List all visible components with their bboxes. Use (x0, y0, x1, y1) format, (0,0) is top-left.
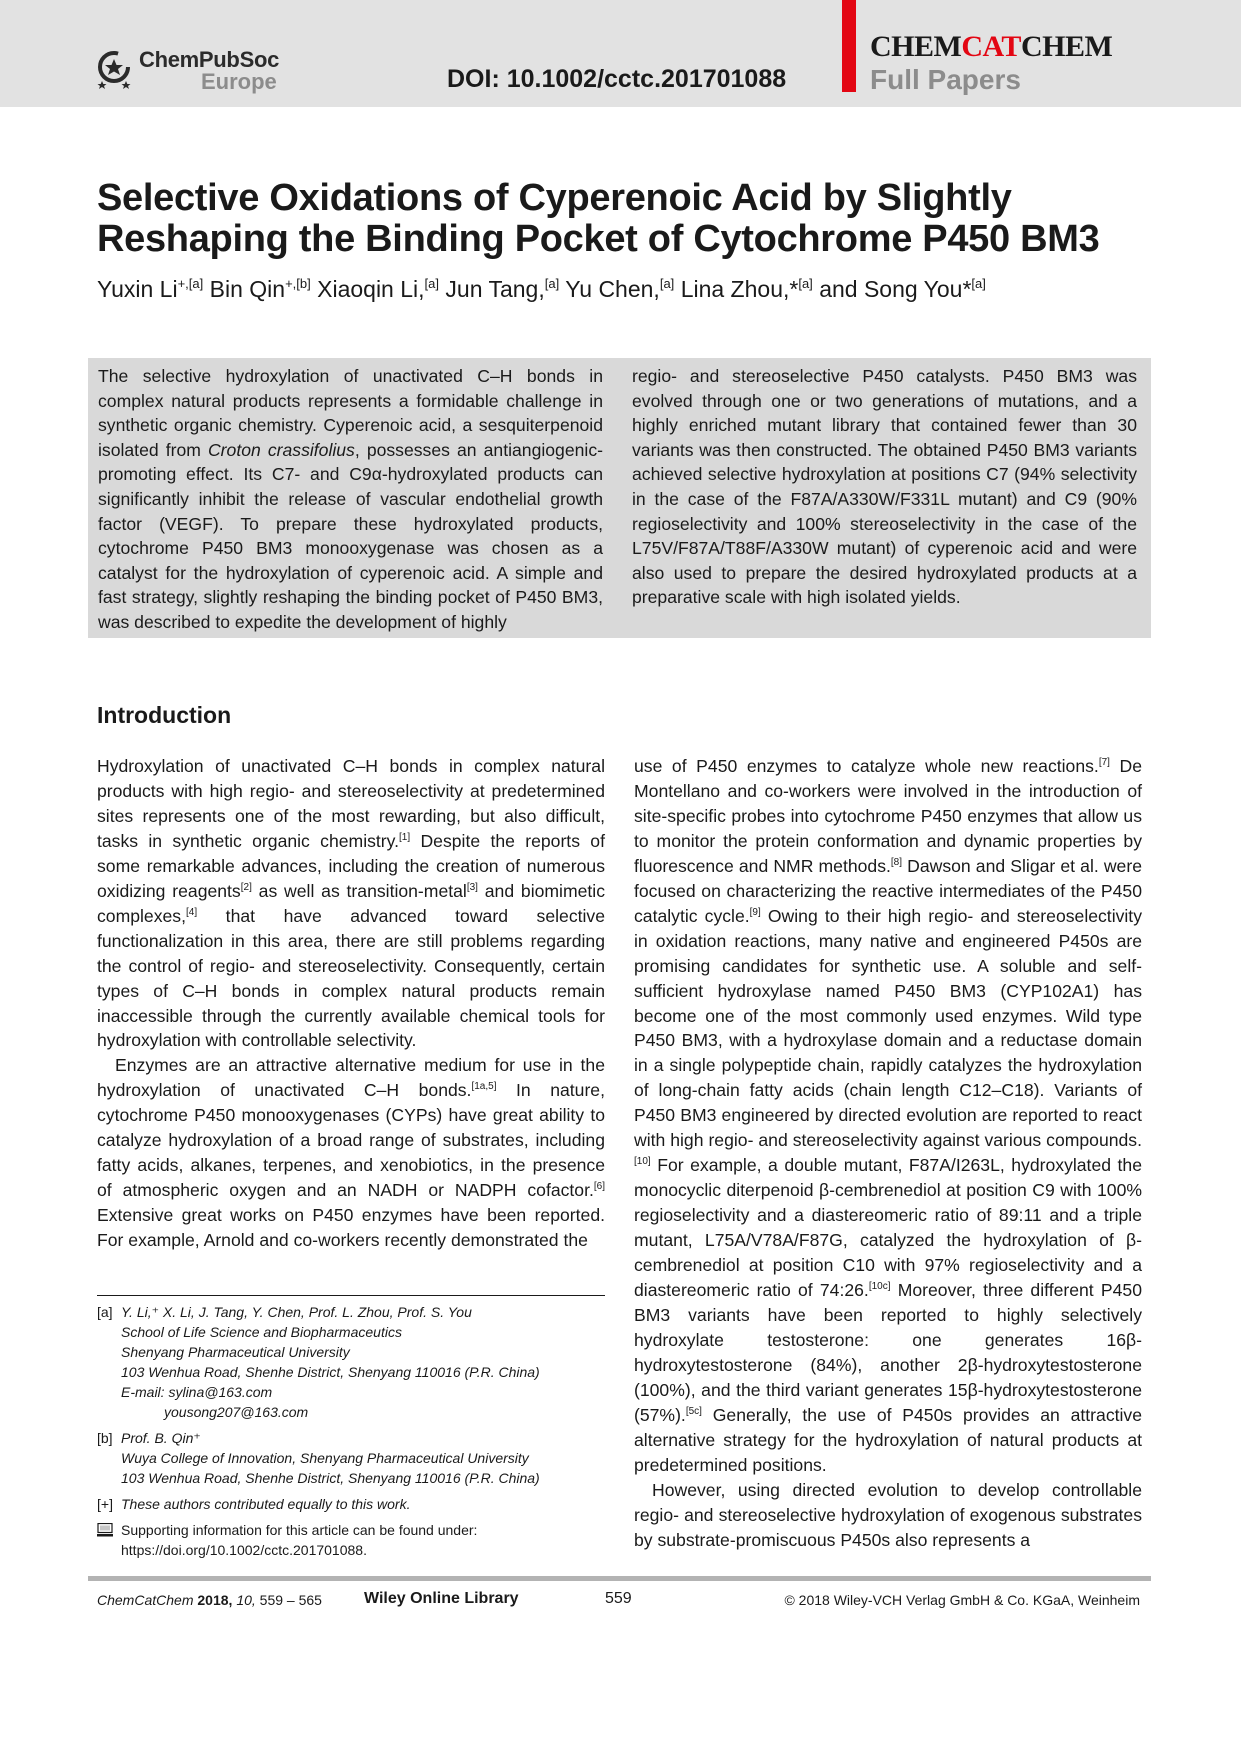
paragraph: Hydroxylation of unactivated C–H bonds in complex natural products with high regio- and stereoselectivity at predetermined sites represents one of the most rewarding, but also difficult, tasks in synthetic organic chemistry.[1] Despite the reports of some remarkable advances, including the creation of numerous oxidizing reagents[2] as well as transition-metal[3] and biomimetic complexes,[4] that have advanced toward selective functionalization in this area, there are still problems regarding the control of regio- and stereoselectivity. Consequently, certain types of C–H bonds in complex natural products remain inaccessible through the currently available chemical tools for hydroxylation with controllable selectivity. (97, 756, 605, 1051)
publisher-region: Europe (201, 69, 277, 94)
citation[interactable]: [10] (634, 1156, 651, 1168)
footnote-a: [a] Y. Li,⁺ X. Li, J. Tang, Y. Chen, Prof. L. Zhou, Prof. S. You School of Life Science and Biopharmaceutics Shenyang Pharmaceutical University 103 Wenhua Road, Shenhe District, Shenyang 110016 (P.R. China) E-mail: sylina@163.com yousong207@163.com (97, 1304, 540, 1420)
author-name: Yuxin Li (97, 276, 178, 302)
citation[interactable]: [9] (749, 906, 761, 918)
author-affiliation: [a] (798, 276, 813, 291)
author-affiliation: [a] (659, 276, 675, 291)
citation[interactable]: [10c] (868, 1281, 891, 1293)
citation[interactable]: [3] (466, 881, 478, 893)
page-footer (97, 1590, 1147, 1614)
doi-label[interactable]: DOI: 10.1002/cctc.201701088 (447, 65, 787, 93)
footnote-supporting-info: Supporting information for this article can be found under: https://doi.org/10.1002/cctc.201701088. (97, 1520, 605, 1560)
author-name: and Song You* (819, 276, 972, 302)
page-number: 559 (605, 1590, 632, 1607)
title-line-1: Selective Oxidations of Cyperenoic Acid by Slightly (97, 177, 1012, 219)
citation[interactable]: [1] (399, 831, 411, 843)
abstract-column-right: regio- and stereoselective P450 catalysts. P450 BM3 was evolved through one or two generations of mutations, and a highly enriched mutant library that contained fewer than 30 variants was then constructed. The obtained P450 BM3 variants achieved selective hydroxylation at positions C7 (94% selectivity in the case of the F87A/A330W/F331L mutant) and C9 (90% regioselectivity and 100% stereoselectivity in the case of the L75V/F87A/T88F/A330W mutant) of cyperenoic acid and were also used to prepare the desired hydroxylated products at a preparative scale with high isolated yields. (632, 366, 1137, 608)
citation[interactable]: [1a,5] (471, 1081, 497, 1093)
journal-name-right: CHEM (1020, 30, 1113, 63)
publisher-name: ChemPubSoc (139, 47, 280, 72)
citation[interactable]: [8] (890, 856, 903, 868)
author-name: Xiaoqin Li, (317, 276, 425, 302)
paragraph: use of P450 enzymes to catalyze whole new reactions.[7] De Montellano and co-workers were involved in the introduction of site-specific probes into cytochrome P450 enzymes that allow us to monitor the protein conformation and dynamic properties by fluorescence and NMR methods.[8] Dawson and Sligar et al. were focused on characterizing the reactive intermediates of the P450 catalytic cycle.[9] Owing to their high regio- and stereoselectivity in oxidation reactions, many native and engineered P450s are promising candidates for synthetic use. A soluble and self-sufficient hydroxylase named P450 BM3 (CYP102A1) has become one of the most commonly used enzymes. Wild type P450 BM3, with a hydroxylase domain and a reductase domain in a single polypeptide chain, rapidly catalyzes the hydroxylation of long-chain fatty acids (chain length C12–C18). Variants of P450 BM3 engineered by directed evolution are reported to react with high regio- and stereoselectivity against various compounds.[10] For example, a double mutant, F87A/I263L, hydroxylated the monocyclic diterpenoid β-cembrenediol at position C9 with 100% regioselectivity and a diastereomeric ratio of 89:11 and a triple mutant, L75A/V78A/F87G, catalyzed the hydroxylation of β-cembrenediol at position C10 with 97% regioselectivity and a diastereomeric ratio of 74:26.[10c] Moreover, three different P450 BM3 variants have been reported to highly selectively hydroxylate testosterone: one generates 16β-hydroxytestosterone (84%), another 2β-hydroxytestosterone (100%), and the third variant generates 15β-hydroxytestosterone (57%).[5c] Generally, the use of P450s provides an attractive alternative strategy for the hydroxylation of natural products at predetermined positions. (634, 756, 1142, 1475)
email-link[interactable]: yousong207@163.com (164, 1404, 309, 1420)
supporting-info-link[interactable]: https://doi.org/10.1002/cctc.201701088. (121, 1542, 367, 1558)
article-type: Full Papers (870, 64, 1021, 95)
article-title (97, 178, 1137, 260)
citation[interactable]: [4] (185, 906, 198, 918)
copyright: © 2018 Wiley-VCH Verlag GmbH & Co. KGaA, Weinheim (784, 1592, 1140, 1608)
citation[interactable]: [6] (593, 1181, 605, 1193)
footnote-equal-contribution: [+] These authors contributed equally to this work. (97, 1496, 411, 1512)
title-line-2: Reshaping the Binding Pocket of Cytochrome P450 BM3 (97, 218, 1100, 260)
author-name: Jun Tang, (445, 276, 545, 302)
email-link[interactable]: sylina@163.com (168, 1384, 273, 1400)
paragraph: However, using directed evolution to develop controllable regio- and stereoselective hydroxylation of exogenous substrates by substrate-promiscuous P450s also represents a (634, 1479, 1142, 1550)
footnote-b: [b] Prof. B. Qin⁺ Wuya College of Innovation, Shenyang Pharmaceutical University 103 Wenhua Road, Shenhe District, Shenyang 110016 (P.R. China) (97, 1430, 540, 1486)
abstract-box (88, 358, 1151, 638)
journal-name-left: CHEM (870, 30, 962, 63)
body-column-left (97, 754, 605, 1253)
chempubsoc-badge-icon (97, 49, 133, 89)
publisher-logo[interactable] (97, 47, 280, 95)
citation[interactable]: [2] (240, 881, 252, 893)
author-affiliation: +,[b] (285, 276, 311, 291)
section-heading: Introduction (97, 702, 232, 728)
footer-divider (88, 1576, 1151, 1581)
author-name: Lina Zhou,* (680, 276, 799, 302)
page-header (0, 0, 1241, 107)
author-affiliation: +,[a] (177, 276, 204, 291)
wiley-online-library-link[interactable]: Wiley Online Library (364, 1590, 519, 1607)
author-affiliation: [a] (544, 276, 560, 291)
author-name: Yu Chen, (565, 276, 660, 302)
author-name: Bin Qin (209, 276, 286, 302)
computer-icon (97, 1523, 113, 1537)
author-list (97, 276, 1157, 303)
footnote-divider (97, 1295, 605, 1296)
author-affiliation: [a] (971, 276, 986, 291)
abstract-column-left: The selective hydroxylation of unactivated C–H bonds in complex natural products represents a formidable challenge in synthetic organic chemistry. Cyperenoic acid, a sesquiterpenoid isolated from Croton crassifolius, possesses an antiangiogenic-promoting effect. Its C7- and C9α-hydroxylated products can significantly inhibit the release of vascular endothelial growth factor (VEGF). To prepare these hydroxylated products, cytochrome P450 BM3 monooxygenase was chosen as a catalyst for the hydroxylation of cyperenoic acid. A simple and fast strategy, slightly reshaping the binding pocket of P450 BM3, was described to expedite the development of highly (98, 366, 603, 632)
citation[interactable]: [7] (1098, 757, 1110, 768)
citation-line: ChemCatChem 2018, 10, 559 – 565 (97, 1592, 322, 1608)
body-column-right (634, 754, 1142, 1553)
paragraph: Enzymes are an attractive alternative medium for use in the hydroxylation of unactivated C–H bonds.[1a,5] In nature, cytochrome P450 monooxygenases (CYPs) have great ability to catalyze hydroxylation of a broad range of substrates, including fatty acids, alkanes, terpenes, and xenobiotics, in the presence of atmospheric oxygen and an NADH or NADPH cofactor.[6] Extensive great works on P450 enzymes have been reported. For example, Arnold and co-workers recently demonstrated the (97, 1055, 605, 1251)
journal-name-mid: CAT (961, 30, 1021, 63)
author-affiliation: [a] (424, 276, 440, 291)
journal-name (870, 30, 1112, 64)
species-name: Croton crassifolius (207, 439, 355, 460)
citation[interactable]: [5c] (685, 1405, 702, 1417)
journal-accent-bar (842, 0, 856, 92)
affiliation-footnotes (97, 1302, 605, 1566)
